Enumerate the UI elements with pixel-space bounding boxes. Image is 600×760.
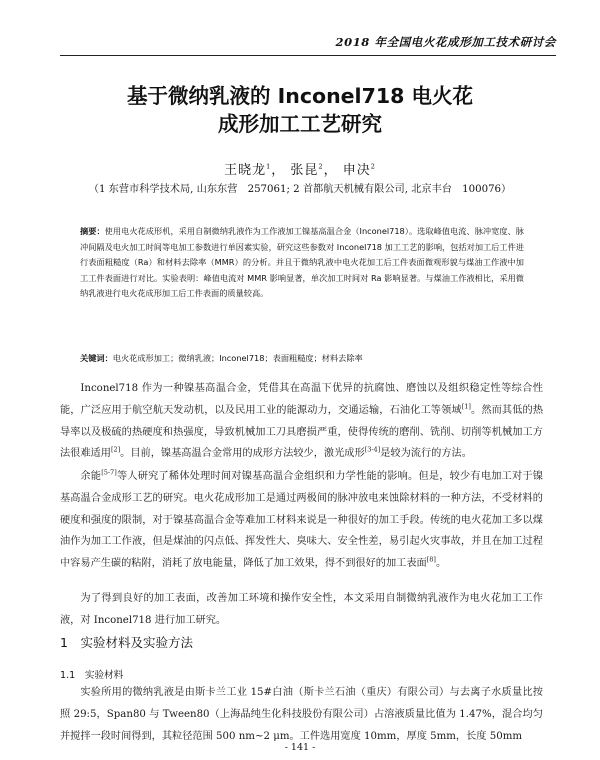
abstract-label: 摘要： (80, 226, 105, 236)
affiliations: （1 东营市科学技术局, 山东东营 257061; 2 首都航天机械有限公司, 北京丰台 100076） (88, 184, 512, 195)
intro-p1-text: Inconel718 作为一种镍基高温合金，凭借其在高温下优异的抗腐蚀、磨蚀以及组织稳定性等综合性能，广泛应用于航空航天发动机，以及民用工业的能源动力，交通运输，石油化工等领域 (60, 383, 543, 416)
running-header: 2018 年全国电火花成形加工技术研讨会 (335, 35, 556, 49)
author-2: 张昆 (290, 163, 319, 178)
citation: [5-7] (101, 468, 117, 477)
header-rule (60, 55, 556, 56)
keywords (80, 351, 524, 365)
abstract-text: 使用电火花成形机，采用自制微纳乳液作为工作液加工镍基高温合金（Inconel718）。选取峰值电流、脉冲宽度、脉冲间隔及电火加工时间等电加工参数进行单因素实验，研究这些参数对 Inconel718 加工工艺的影响，包括对加工后工件进行表面粗糙度（Ra）和材料去除率（MMR）的分析。并且于微纳乳液中电火花加工后工件表面微观形貌与煤油工作液中加工工件表面进行对比。实验表明：峰值电流对 MMR 影响显著，单次加工时间对 Ra 影响显著。与煤油工作液相比，采用微纳乳液进行电火花成形加工后工件表面的质量较高。 (80, 226, 524, 298)
author-3: 申决 (342, 163, 371, 178)
title-line-1: 基于微纳乳液的 Inconel718 电火花 (126, 84, 474, 108)
materials-text: 实验所用的微纳乳液是由斯卡兰工业 15#白油（斯卡兰石油（重庆）有限公司）与去离子水质量比按照 29:5，Span80 与 Tween80（上海晶纯生化科技股份有限公司）占溶液质量比值为 1.47%，混合均匀并搅拌一段时间得到，其粒径范围 500 nm~2 μm。工件选用宽度 10mm，厚度 5mm，长度 50mm (60, 687, 543, 742)
intro-p1-mid2: 。目前，镍基高温合金常用的成形方法较少，激光成形 (120, 448, 365, 460)
intro-p1-mid: 。然而其低的热导率以及极硫的热硬度和热强度，导致机械加工刀具磨损严重，使得传统的磨削、铣削、切削等机械加工方法很难适用 (60, 404, 544, 460)
citation: [8] (426, 555, 436, 564)
title-line-2: 成形加工工艺研究 (218, 112, 382, 136)
intro-p3-text: 为了得到良好的加工表面，改善加工环境和操作安全性，本文采用自制微纳乳液作为电火花加工工作液，对 Inconel718 进行加工研究。 (60, 593, 543, 626)
subsection-heading-1-1 (60, 667, 123, 681)
section-heading-1 (60, 633, 193, 651)
citation: [3-4] (364, 446, 381, 454)
abstract (80, 224, 524, 302)
author-1: 王晓龙 (224, 163, 267, 178)
keywords-text: 电火花成形加工；微纳乳液；Inconel718；表面粗糙度；材料去除率 (112, 353, 363, 363)
intro-paragraph-2 (60, 466, 543, 575)
author-list: 王晓龙$^1$， 张昆$^2$， 申决$^2$ (224, 162, 376, 178)
section-number: 1 (60, 635, 68, 650)
section-title: 实验材料及实验方法 (80, 635, 193, 650)
intro-paragraph-3 (60, 588, 543, 632)
intro-p2-end: 。 (435, 558, 447, 570)
author-1-affil: 1 (266, 162, 272, 171)
author-2-affil: 2 (318, 162, 324, 171)
subsection-number: 1.1 (60, 670, 76, 681)
intro-paragraph-1 (60, 378, 543, 465)
author-3-affil: 2 (370, 162, 376, 171)
intro-p2-start: 余能 (80, 471, 102, 482)
intro-p2-mid: 等人研究了稀体处理时间对镍基高温合金组织和力学性能的影响。但是，较少有电加工对于镍基高温合金成形工艺的研究。电火花成形加工是通过两极间的脉冲放电来蚀除材料的一种方法，不受材料的硬度和强度的限制，对于镍基高温合金等难加工材料来说是一种很好的加工手段。传统的电火花加工多以煤油作为加工工作液，但是煤油的闪点低、挥发性大、臭味大、安全性差，易引起火灾事故，并且在加工过程中容易产生碳的粘附，消耗了放电能量，降低了加工效果，得不到很好的加工表面 (60, 471, 543, 570)
materials-paragraph (60, 682, 543, 747)
paper-title (0, 82, 600, 138)
citation: [2] (110, 446, 121, 454)
keywords-label: 关键词： (80, 353, 113, 363)
subsection-title: 实验材料 (84, 670, 124, 681)
intro-p1-end: 是较为流行的方法。 (380, 448, 472, 460)
page-number: - 141 - (284, 742, 316, 753)
citation: [1] (461, 402, 471, 411)
